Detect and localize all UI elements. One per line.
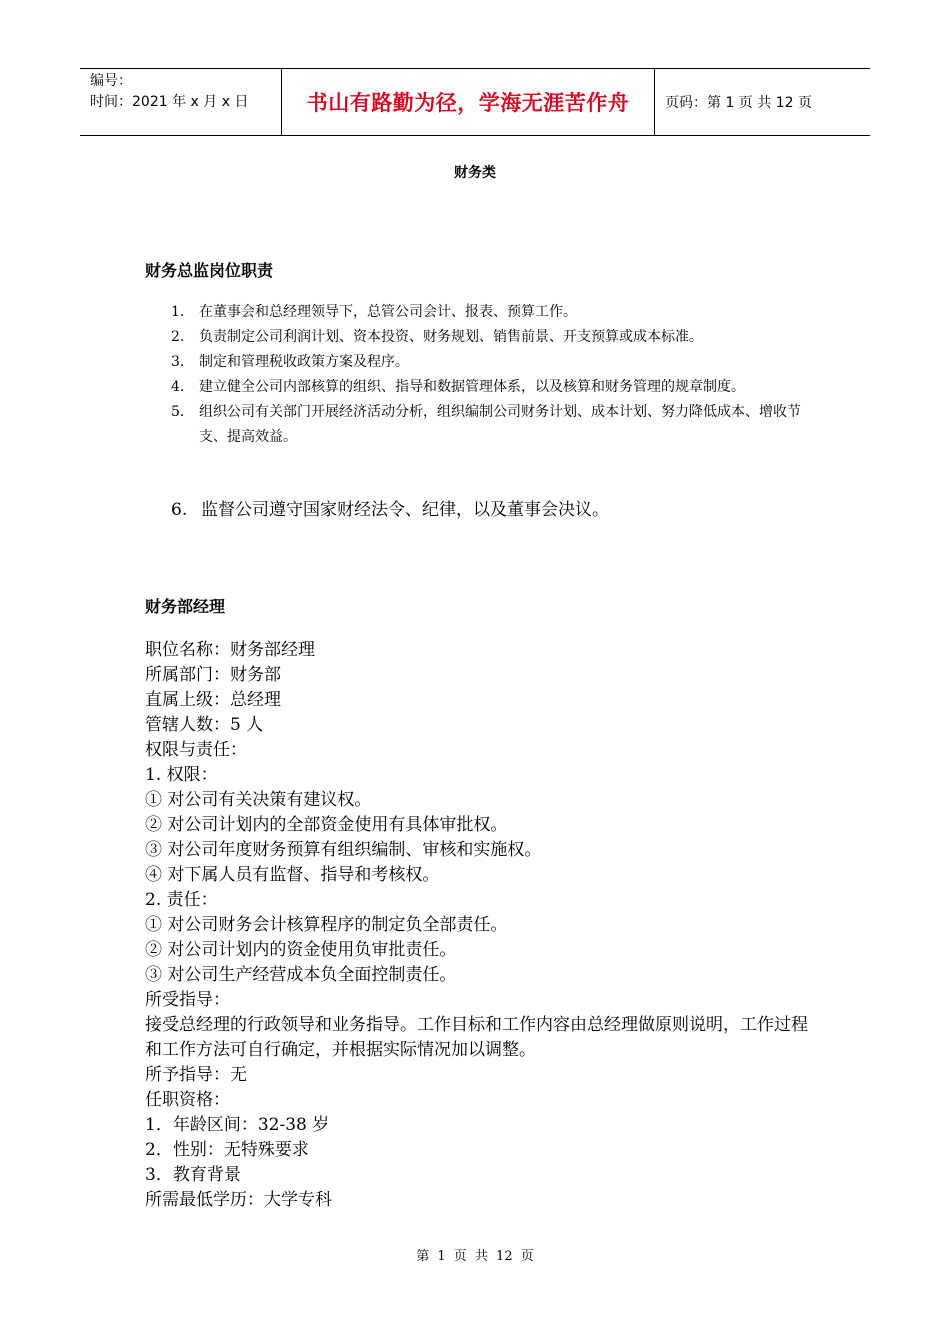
document-date: 时间：2021 年 x 月 x 日: [90, 94, 249, 110]
page-footer: 第 1 页 共 12 页: [416, 1249, 534, 1264]
list-item: 5. 组织公司有关部门开展经济活动分析，组织编制公司财务计划、成本计划、努力降低成本、增收节支、提高效益。: [171, 404, 801, 445]
cfo-duty-list: [145, 300, 825, 450]
detail-line: 2．性别：无特殊要求: [145, 1140, 309, 1160]
detail-line: 2. 责任：: [145, 890, 218, 910]
detail-line: 权限与责任：: [145, 740, 247, 760]
detail-line: 1．年龄区间：32-38 岁: [145, 1115, 330, 1135]
detail-line: 所受指导：: [145, 990, 230, 1010]
detail-line: ② 对公司计划内的资金使用负审批责任。: [145, 940, 457, 960]
document-number-label: 编号：: [90, 73, 132, 89]
detail-line: ① 对公司财务会计核算程序的制定负全部责任。: [145, 915, 508, 935]
detail-line: 职位名称：财务部经理: [145, 640, 315, 660]
detail-line: ③ 对公司生产经营成本负全面控制责任。: [145, 965, 457, 985]
document-title: 财务类: [454, 165, 496, 181]
header-table: [80, 68, 870, 136]
section-heading-finance-manager: 财务部经理: [145, 597, 226, 616]
cfo-duty-item-6: 6. 监督公司遵守国家财经法令、纪律，以及董事会决议。: [171, 500, 609, 520]
detail-line: 直属上级：总经理: [145, 690, 281, 710]
detail-line: 所属部门：财务部: [145, 665, 281, 685]
list-item: 2. 负责制定公司利润计划、资本投资、财务规划、销售前景、开支预算或成本标准。: [171, 329, 703, 345]
detail-line: 所需最低学历：大学专科: [145, 1190, 332, 1210]
detail-line: 所予指导：无: [145, 1065, 247, 1085]
section-heading-cfo: 财务总监岗位职责: [145, 261, 274, 280]
header-page-info: 页码：第 1 页 共 12 页: [665, 95, 812, 111]
detail-line: ① 对公司有关决策有建议权。: [145, 790, 372, 810]
header-motto: 书山有路勤为径，学海无涯苦作舟: [281, 69, 655, 135]
detail-line: ③ 对公司年度财务预算有组织编制、审核和实施权。: [145, 840, 542, 860]
detail-line: ④ 对下属人员有监督、指导和考核权。: [145, 865, 440, 885]
detail-line: 3．教育背景: [145, 1165, 241, 1185]
finance-manager-details: [145, 638, 815, 1213]
detail-line: 管辖人数：5 人: [145, 715, 264, 735]
list-item: 3. 制定和管理税收政策方案及程序。: [171, 354, 409, 370]
detail-line: 任职资格：: [145, 1090, 230, 1110]
detail-line: ② 对公司计划内的全部资金使用有具体审批权。: [145, 815, 508, 835]
list-item: 1. 在董事会和总经理领导下，总管公司会计、报表、预算工作。: [171, 304, 577, 320]
detail-line: 1. 权限：: [145, 765, 218, 785]
list-item: 4. 建立健全公司内部核算的组织、指导和数据管理体系，以及核算和财务管理的规章制度。: [171, 379, 745, 395]
header-meta: [80, 69, 281, 135]
detail-line: 接受总经理的行政领导和业务指导。工作目标和工作内容由总经理做原则说明，工作过程和工作方法可自行确定，并根据实际情况加以调整。: [145, 1015, 808, 1060]
